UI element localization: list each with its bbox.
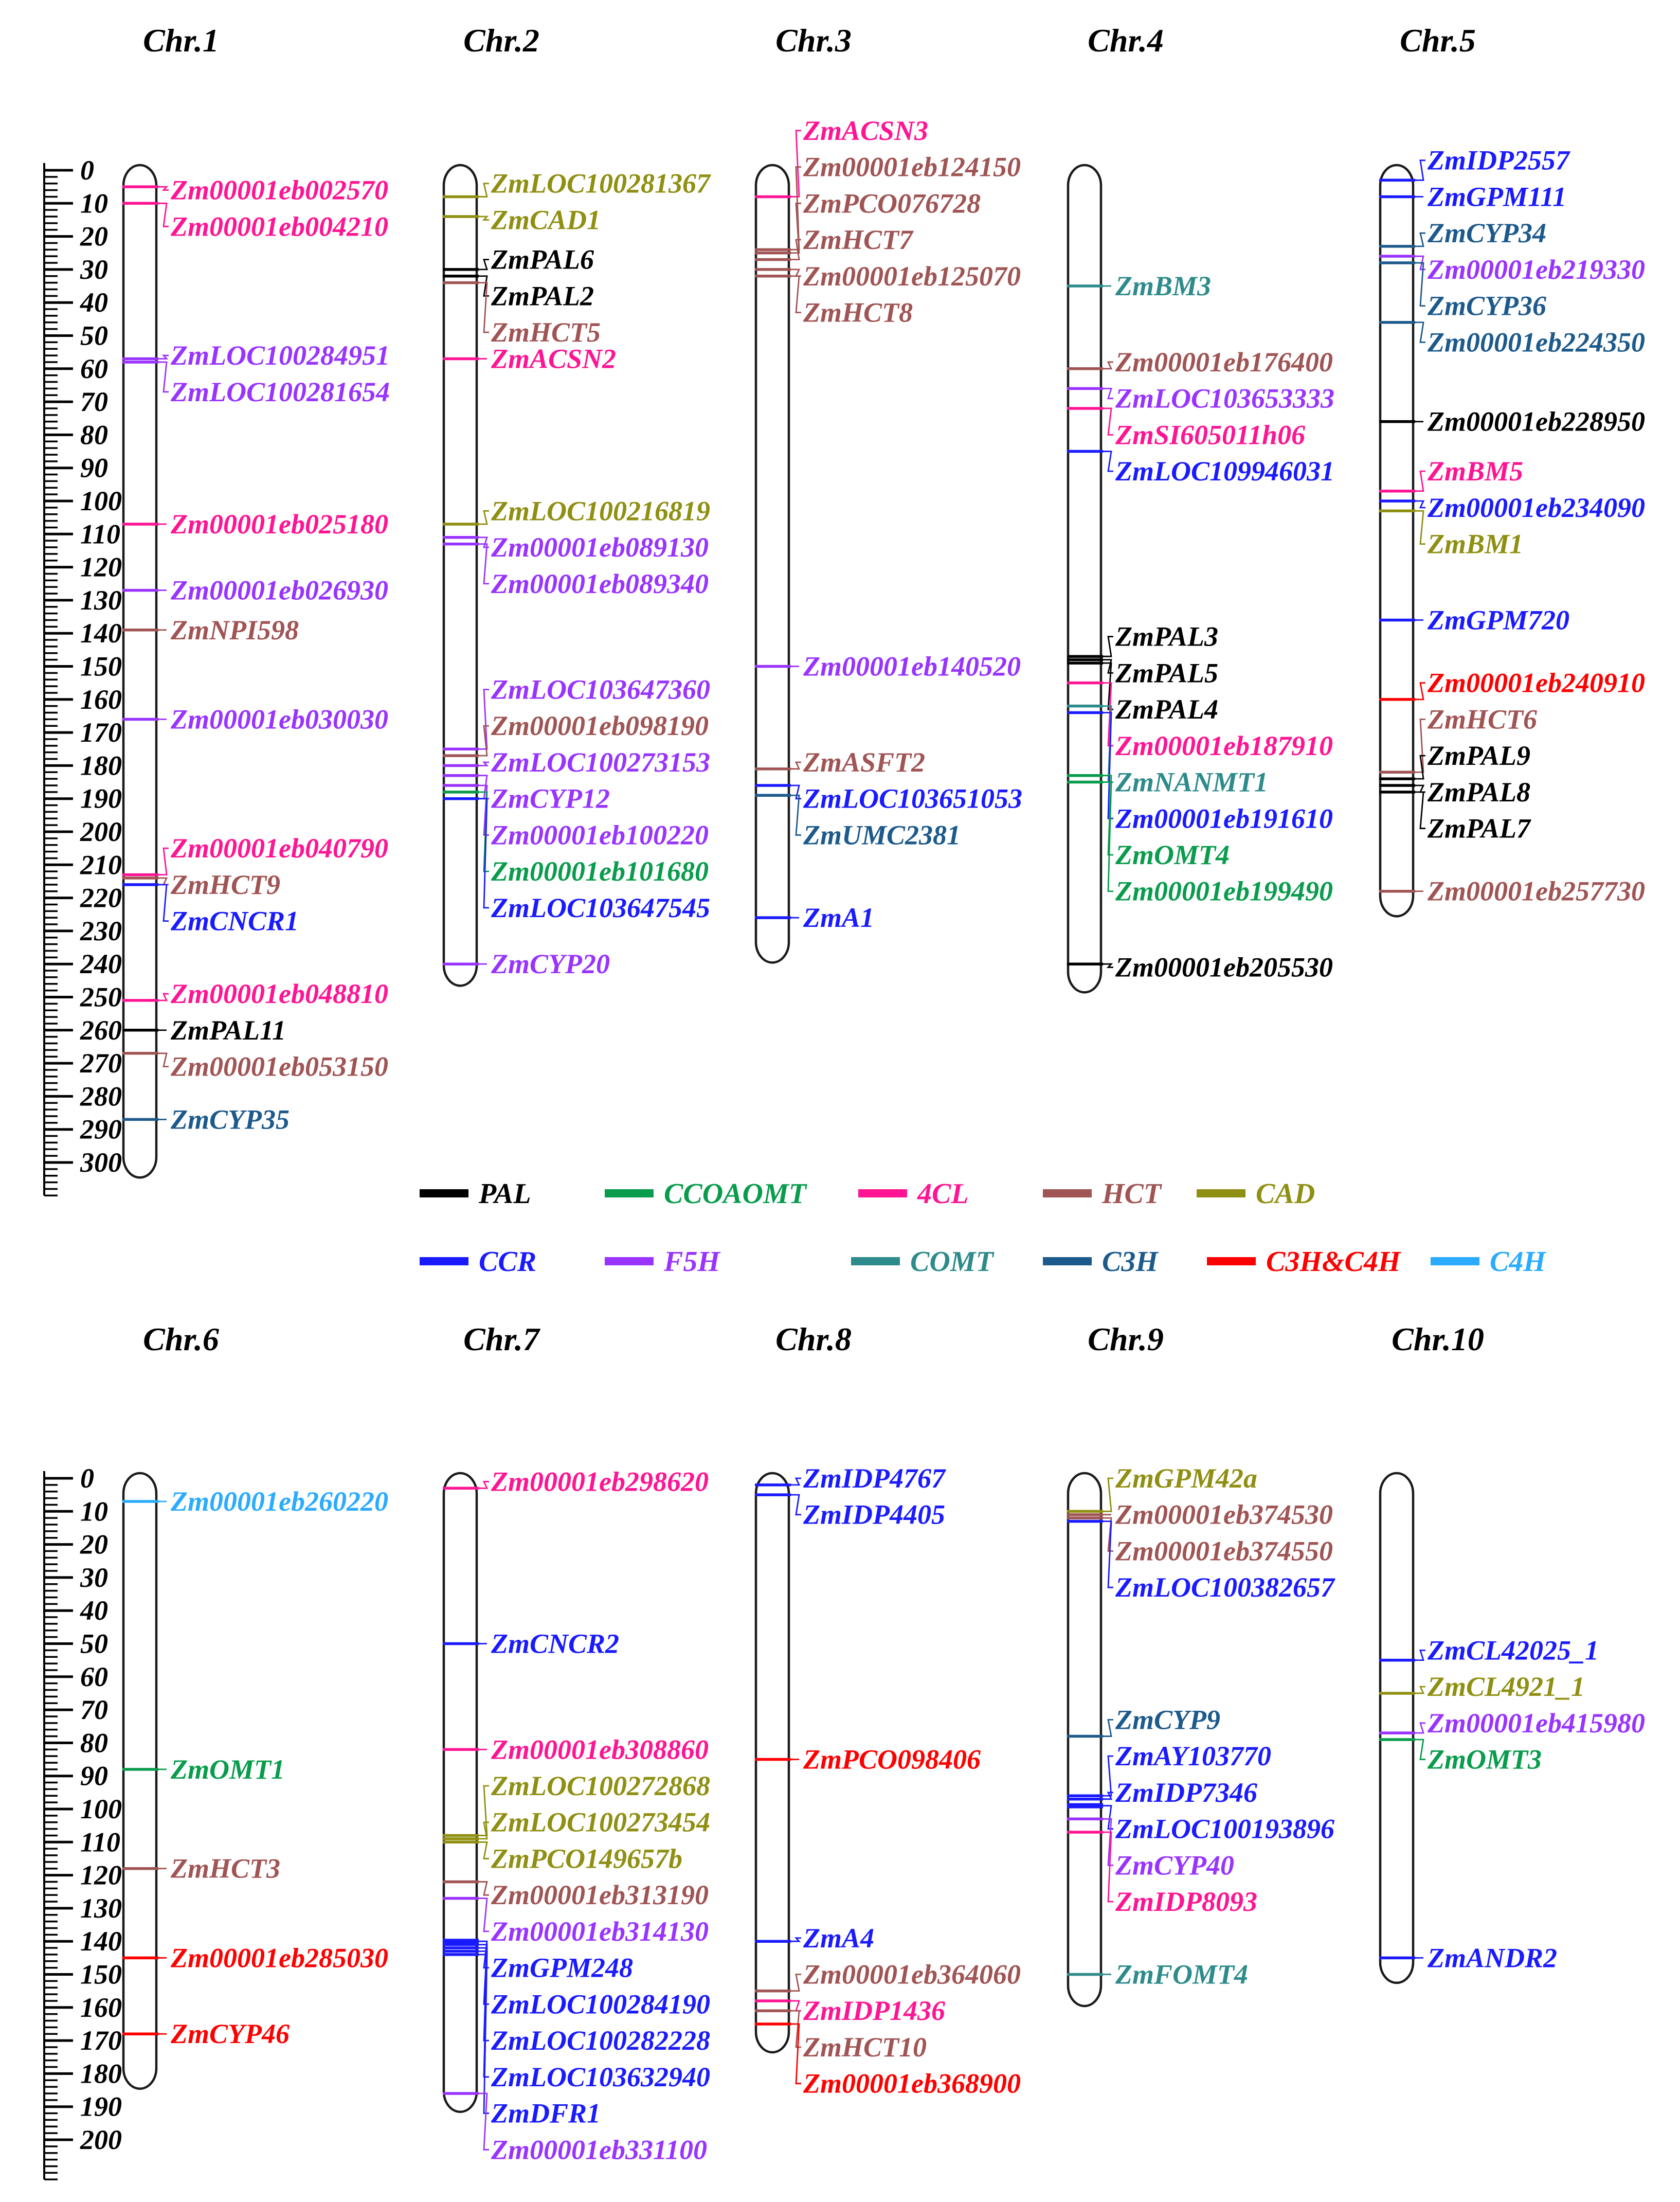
gene-label-ZmLOC100272868: ZmLOC100272868 (491, 1770, 710, 1801)
gene-label-Zm00001eb285030: Zm00001eb285030 (171, 1942, 388, 1974)
gene-connector (791, 131, 801, 197)
gene-connector (1415, 511, 1425, 544)
gene-label-Zm00001eb331100: Zm00001eb331100 (491, 2134, 707, 2165)
gene-label-ZmCL4921_1: ZmCL4921_1 (1428, 1671, 1585, 1703)
gene-connector (791, 270, 801, 276)
gene-label-ZmLOC109946031: ZmLOC109946031 (1115, 456, 1334, 487)
gene-connector (1415, 719, 1425, 772)
gene-connector (1415, 792, 1425, 829)
gene-connector (479, 283, 489, 332)
ruler-tick-label: 50 (80, 1628, 108, 1659)
chromosome-title: Chr.2 (463, 22, 539, 59)
gene-label-Zm00001eb048810: Zm00001eb048810 (171, 978, 388, 1010)
gene-label-Zm00001eb374550: Zm00001eb374550 (1115, 1535, 1333, 1567)
gene-label-ZmCYP12: ZmCYP12 (491, 783, 610, 814)
chromosome-bar (1380, 1473, 1413, 1983)
gene-label-Zm00001eb026930: Zm00001eb026930 (171, 575, 388, 606)
ruler-tick-label: 60 (80, 1661, 108, 1692)
ruler-tick-label: 280 (80, 1081, 122, 1112)
ruler-tick-label: 90 (80, 452, 108, 484)
gene-connector (791, 2024, 801, 2084)
legend-swatch-c4h (1431, 1257, 1479, 1265)
ruler-tick-label: 120 (80, 551, 122, 583)
gene-label-Zm00001eb314130: Zm00001eb314130 (491, 1915, 709, 1947)
gene-label-ZmAY103770: ZmAY103770 (1115, 1741, 1272, 1772)
gene-label-Zm00001eb004210: Zm00001eb004210 (171, 211, 388, 242)
gene-label-ZmACSN3: ZmACSN3 (803, 115, 929, 146)
legend-swatch-ccoaomt (605, 1189, 654, 1197)
legend-label-hct: HCT (1102, 1178, 1162, 1210)
gene-connector (479, 1842, 489, 1858)
gene-label-ZmNANMT1: ZmNANMT1 (1115, 766, 1268, 798)
gene-label-ZmLOC103651053: ZmLOC103651053 (803, 783, 1022, 814)
ruler-tick-label: 20 (80, 1529, 108, 1560)
gene-label-ZmPAL11: ZmPAL11 (171, 1014, 286, 1046)
gene-label-Zm00001eb374530: Zm00001eb374530 (1115, 1499, 1333, 1530)
chromosome-bar (123, 165, 156, 1177)
gene-label-Zm00001eb205530: Zm00001eb205530 (1115, 952, 1333, 983)
gene-label-ZmPAL5: ZmPAL5 (1115, 657, 1218, 689)
legend-swatch-c3h-c4h (1207, 1257, 1256, 1265)
ruler-tick-label: 0 (80, 1463, 94, 1494)
gene-label-ZmGPM111: ZmGPM111 (1428, 181, 1567, 212)
gene-label-ZmCYP20: ZmCYP20 (491, 948, 610, 980)
gene-connector (158, 885, 169, 921)
legend-swatch-cad (1197, 1189, 1245, 1197)
chromosome-title: Chr.7 (463, 1321, 539, 1357)
ruler-tick-label: 120 (80, 1859, 122, 1891)
ruler-row-1 (44, 155, 122, 1195)
gene-connector (1415, 1723, 1425, 1733)
ruler-tick-label: 10 (80, 188, 108, 219)
ruler-tick-label: 140 (80, 618, 122, 649)
gene-connector (791, 1495, 801, 1515)
ruler-tick-label: 20 (80, 221, 108, 252)
gene-label-Zm00001eb308860: Zm00001eb308860 (491, 1734, 709, 1765)
gene-connector (1103, 660, 1113, 673)
ruler-tick-label: 150 (80, 1959, 122, 1990)
chromosome-bar (1068, 1473, 1101, 2006)
ruler-tick-label: 180 (80, 750, 122, 781)
gene-label-Zm00001eb002570: Zm00001eb002570 (171, 174, 388, 206)
gene-label-ZmLOC100281654: ZmLOC100281654 (171, 376, 390, 407)
ruler-tick-label: 200 (80, 816, 122, 847)
chromosome-bar (756, 165, 789, 962)
gene-label-Zm00001eb140520: Zm00001eb140520 (803, 651, 1021, 682)
gene-label-ZmCL42025_1: ZmCL42025_1 (1428, 1635, 1599, 1666)
gene-label-Zm00001eb053150: Zm00001eb053150 (171, 1051, 388, 1082)
chromosome-chr-2 (443, 22, 711, 986)
gene-connector (1415, 683, 1425, 700)
gene-connector (158, 362, 169, 392)
gene-connector (479, 544, 489, 584)
gene-label-ZmCYP46: ZmCYP46 (171, 2018, 290, 2050)
gene-label-ZmPAL6: ZmPAL6 (491, 244, 594, 275)
gene-connector (1103, 452, 1113, 472)
gene-label-Zm00001eb191610: Zm00001eb191610 (1115, 803, 1333, 834)
gene-label-ZmOMT3: ZmOMT3 (1428, 1744, 1542, 1775)
gene-connector (1103, 1756, 1113, 1796)
gene-connector (1415, 160, 1425, 181)
ruler-tick-label: 190 (80, 783, 122, 814)
gene-label-ZmDFR1: ZmDFR1 (491, 2098, 601, 2129)
legend-label-pal: PAL (479, 1178, 531, 1210)
gene-label-ZmPAL2: ZmPAL2 (491, 280, 594, 312)
legend-swatch-ccr (420, 1257, 468, 1265)
gene-connector (1415, 323, 1425, 343)
gene-label-ZmLOC100382657: ZmLOC100382657 (1115, 1572, 1334, 1603)
gene-label-ZmCNCR1: ZmCNCR1 (171, 905, 299, 937)
gene-connector (479, 1899, 489, 1931)
legend-swatch-c3h (1043, 1257, 1092, 1265)
gene-label-ZmPCO098406: ZmPCO098406 (803, 1744, 981, 1775)
gene-label-ZmIDP2557: ZmIDP2557 (1428, 145, 1569, 176)
ruler-tick-label: 300 (80, 1147, 122, 1178)
ruler-tick-label: 10 (80, 1496, 108, 1527)
ruler-tick-label: 190 (80, 2091, 122, 2122)
ruler-tick-label: 100 (80, 1794, 122, 1824)
gene-label-ZmIDP8093: ZmIDP8093 (1115, 1886, 1257, 1918)
gene-label-ZmHCT10: ZmHCT10 (803, 2031, 927, 2063)
gene-connector (158, 1053, 169, 1067)
ruler-tick-label: 150 (80, 651, 122, 682)
gene-label-ZmLOC100193896: ZmLOC100193896 (1115, 1813, 1334, 1845)
gene-label-ZmBM5: ZmBM5 (1428, 456, 1524, 487)
gene-label-Zm00001eb415980: Zm00001eb415980 (1428, 1707, 1645, 1739)
chromosome-title: Chr.3 (775, 22, 852, 59)
gene-label-ZmLOC100216819: ZmLOC100216819 (491, 495, 710, 527)
gene-connector (158, 187, 169, 190)
gene-label-ZmHCT9: ZmHCT9 (171, 869, 280, 900)
gene-label-Zm00001eb199490: Zm00001eb199490 (1115, 875, 1333, 907)
chromosome-title: Chr.6 (143, 1321, 219, 1357)
ruler-tick-label: 160 (80, 684, 122, 715)
gene-label-Zm00001eb240910: Zm00001eb240910 (1428, 667, 1645, 699)
gene-label-ZmPCO149657b: ZmPCO149657b (491, 1843, 682, 1874)
gene-label-ZmLOC103647545: ZmLOC103647545 (491, 892, 710, 923)
chromosome-chr-1 (122, 22, 390, 1177)
gene-connector (791, 762, 801, 769)
gene-connector (791, 1478, 801, 1485)
legend-label-comt: COMT (910, 1246, 993, 1278)
gene-label-ZmPAL4: ZmPAL4 (1115, 694, 1218, 725)
gene-label-ZmCAD1: ZmCAD1 (491, 204, 601, 236)
legend-swatch-4cl (858, 1189, 907, 1197)
gene-connector (479, 260, 489, 270)
gene-label-Zm00001eb089340: Zm00001eb089340 (491, 568, 709, 599)
chromosome-bar (444, 165, 477, 986)
ruler-tick-label: 40 (80, 1595, 108, 1626)
ruler-tick-label: 170 (80, 2025, 122, 2056)
gene-connector (791, 1975, 801, 1991)
ruler-tick-label: 30 (80, 254, 108, 285)
ruler-tick-label: 220 (80, 882, 122, 914)
gene-connector (791, 2011, 801, 2047)
ruler-tick-label: 70 (80, 386, 108, 418)
gene-connector (158, 994, 169, 1000)
gene-label-Zm00001eb089130: Zm00001eb089130 (491, 532, 709, 563)
gene-label-ZmLOC100282228: ZmLOC100282228 (491, 2025, 710, 2056)
chromosome-chr-10 (1379, 1321, 1645, 1983)
gene-connector (1415, 785, 1425, 792)
legend-label-c3h: C3H (1102, 1246, 1158, 1278)
gene-connector (1103, 408, 1113, 435)
gene-label-ZmCYP36: ZmCYP36 (1428, 290, 1546, 321)
gene-connector (158, 203, 169, 226)
legend-swatch-comt (851, 1257, 900, 1265)
gene-label-Zm00001eb364060: Zm00001eb364060 (803, 1959, 1021, 1990)
gene-label-ZmOMT4: ZmOMT4 (1115, 839, 1230, 871)
chromosome-chr-7 (443, 1321, 710, 2165)
gene-label-ZmLOC100273454: ZmLOC100273454 (491, 1806, 710, 1838)
gene-label-ZmANDR2: ZmANDR2 (1428, 1942, 1558, 1974)
ruler-tick-label: 130 (80, 1892, 122, 1924)
gene-connector (1103, 1720, 1113, 1736)
gene-label-ZmHCT8: ZmHCT8 (803, 297, 913, 328)
gene-connector (479, 762, 489, 765)
gene-label-ZmPAL9: ZmPAL9 (1428, 740, 1530, 772)
ruler-tick-label: 130 (80, 584, 122, 616)
ruler-tick-label: 160 (80, 1992, 122, 2023)
gene-connector (1103, 1521, 1113, 1588)
gene-connector (791, 276, 801, 313)
gene-connector (1103, 637, 1113, 657)
gene-label-ZmCYP35: ZmCYP35 (171, 1104, 290, 1135)
gene-label-Zm00001eb228950: Zm00001eb228950 (1428, 406, 1645, 437)
gene-connector (1415, 471, 1425, 491)
legend-swatch-pal (420, 1189, 468, 1197)
gene-connector (479, 1822, 489, 1839)
gene-label-Zm00001eb025180: Zm00001eb025180 (171, 509, 388, 540)
gene-label-Zm00001eb298620: Zm00001eb298620 (491, 1466, 709, 1497)
gene-label-ZmASFT2: ZmASFT2 (803, 746, 926, 778)
gene-label-ZmHCT3: ZmHCT3 (171, 1853, 280, 1884)
legend-label-f5h: F5H (664, 1246, 720, 1278)
gene-label-ZmHCT6: ZmHCT6 (1428, 704, 1537, 735)
ruler-tick-label: 240 (80, 948, 122, 980)
gene-label-Zm00001eb040790: Zm00001eb040790 (171, 833, 388, 864)
gene-label-ZmPAL7: ZmPAL7 (1428, 813, 1530, 844)
gene-label-ZmCYP9: ZmCYP9 (1115, 1704, 1220, 1735)
gene-label-ZmLOC103632940: ZmLOC103632940 (491, 2061, 710, 2092)
gene-label-Zm00001eb234090: Zm00001eb234090 (1428, 492, 1645, 523)
gene-label-ZmA4: ZmA4 (803, 1922, 875, 1954)
ruler-tick-label: 40 (80, 287, 108, 318)
gene-connector (158, 848, 169, 874)
gene-label-ZmACSN2: ZmACSN2 (491, 343, 617, 374)
ruler-tick-label: 260 (80, 1014, 122, 1046)
gene-connector (1103, 1806, 1113, 1829)
chromosome-chr-3 (755, 22, 1022, 962)
gene-label-Zm00001eb313190: Zm00001eb313190 (491, 1879, 709, 1911)
legend-swatch-hct (1043, 1189, 1092, 1197)
gene-label-ZmGPM720: ZmGPM720 (1428, 604, 1569, 636)
ruler-tick-label: 180 (80, 2058, 122, 2089)
gene-connector (1103, 388, 1113, 398)
ruler-tick-label: 0 (80, 155, 94, 186)
gene-label-Zm00001eb100220: Zm00001eb100220 (491, 819, 709, 851)
gene-connector (791, 2001, 801, 2011)
ruler-tick-label: 90 (80, 1760, 108, 1792)
gene-label-ZmA1: ZmA1 (803, 902, 875, 934)
gene-connector (479, 217, 489, 220)
gene-connector (479, 690, 489, 749)
gene-connector (158, 878, 169, 885)
gene-label-ZmPAL8: ZmPAL8 (1428, 776, 1530, 808)
gene-connector (1415, 501, 1425, 508)
gene-connector (479, 1882, 489, 1895)
chromosome-title: Chr.4 (1088, 22, 1164, 59)
gene-label-ZmCYP40: ZmCYP40 (1115, 1850, 1234, 1881)
ruler-tick-label: 60 (80, 353, 108, 384)
gene-label-ZmPAL3: ZmPAL3 (1115, 621, 1218, 652)
ruler-tick-label: 200 (80, 2124, 122, 2155)
ruler-tick-label: 230 (80, 915, 122, 946)
gene-label-ZmIDP7346: ZmIDP7346 (1115, 1777, 1257, 1808)
chromosome-title: Chr.9 (1088, 1321, 1164, 1357)
gene-label-ZmNPI598: ZmNPI598 (171, 614, 299, 646)
gene-connector (1415, 233, 1425, 246)
ruler-tick-label: 50 (80, 320, 108, 351)
gene-connector (479, 1786, 489, 1835)
ruler-tick-label: 70 (80, 1694, 108, 1726)
gene-label-ZmCYP34: ZmCYP34 (1428, 218, 1546, 249)
gene-label-ZmIDP4767: ZmIDP4767 (803, 1463, 945, 1494)
legend-label-c3h-c4h: C3H&C4H (1266, 1246, 1401, 1278)
ruler-tick-label: 170 (80, 717, 122, 748)
legend (420, 1178, 1546, 1278)
gene-label-Zm00001eb187910: Zm00001eb187910 (1115, 730, 1333, 761)
chromosome-chr-9 (1067, 1321, 1335, 2006)
chromosome-bar (1068, 165, 1101, 992)
ruler-tick-label: 210 (80, 849, 122, 881)
legend-label-ccoaomt: CCOAOMT (664, 1178, 806, 1210)
chromosome-title: Chr.1 (143, 22, 219, 59)
legend-label-4cl: 4CL (917, 1178, 969, 1210)
gene-connector (479, 1481, 489, 1488)
gene-connector (1103, 1478, 1113, 1511)
gene-label-ZmBM1: ZmBM1 (1428, 528, 1524, 560)
gene-label-ZmIDP4405: ZmIDP4405 (803, 1499, 945, 1530)
gene-label-Zm00001eb224350: Zm00001eb224350 (1428, 327, 1645, 358)
gene-label-ZmGPM248: ZmGPM248 (491, 1952, 633, 1983)
ruler-tick-label: 80 (80, 419, 108, 451)
gene-connector (1415, 1687, 1425, 1693)
chromosome-bar (444, 1473, 477, 2112)
gene-connector (1103, 964, 1113, 967)
legend-label-cad: CAD (1256, 1178, 1315, 1210)
ruler-tick-label: 110 (80, 1827, 121, 1858)
chromosome-chr-6 (122, 1321, 388, 2089)
chromosome-chr-8 (755, 1321, 1021, 2099)
ruler-tick-label: 100 (80, 486, 122, 516)
gene-connector (791, 795, 801, 835)
ruler-tick-label: 110 (80, 518, 121, 550)
gene-label-Zm00001eb219330: Zm00001eb219330 (1428, 254, 1645, 285)
gene-label-Zm00001eb257730: Zm00001eb257730 (1428, 875, 1645, 907)
gene-label-ZmPCO076728: ZmPCO076728 (803, 188, 981, 219)
gene-label-ZmLOC103647360: ZmLOC103647360 (491, 674, 710, 705)
legend-label-c4h: C4H (1490, 1246, 1546, 1278)
gene-label-ZmCNCR2: ZmCNCR2 (491, 1628, 620, 1659)
gene-label-ZmIDP1436: ZmIDP1436 (803, 1995, 945, 2027)
gene-connector (1103, 362, 1113, 369)
gene-label-ZmLOC100284190: ZmLOC100284190 (491, 1989, 710, 2020)
gene-connector (1415, 756, 1425, 779)
gene-label-Zm00001eb030030: Zm00001eb030030 (171, 704, 388, 735)
ruler-tick-label: 270 (80, 1048, 122, 1079)
gene-connector (1415, 1650, 1425, 1660)
chromosome-bar (123, 1473, 156, 2089)
gene-label-ZmGPM42a: ZmGPM42a (1115, 1463, 1257, 1494)
gene-label-ZmBM3: ZmBM3 (1115, 271, 1212, 302)
gene-label-ZmLOC103653333: ZmLOC103653333 (1115, 383, 1334, 414)
gene-connector (479, 511, 489, 524)
gene-connector (791, 1938, 801, 1941)
gene-label-Zm00001eb124150: Zm00001eb124150 (803, 151, 1021, 183)
ruler-tick-label: 140 (80, 1926, 122, 1957)
gene-label-ZmLOC100284951: ZmLOC100284951 (171, 340, 390, 371)
gene-label-ZmOMT1: ZmOMT1 (171, 1753, 285, 1785)
gene-label-Zm00001eb125070: Zm00001eb125070 (803, 260, 1021, 292)
ruler-tick-label: 250 (80, 981, 122, 1013)
gene-connector (1103, 1832, 1113, 1902)
gene-connector (479, 184, 489, 197)
chromosome-bar (756, 1473, 789, 2052)
gene-label-Zm00001eb176400: Zm00001eb176400 (1115, 346, 1333, 378)
gene-connector (1415, 1740, 1425, 1760)
gene-connector (158, 355, 169, 359)
gene-label-ZmHCT5: ZmHCT5 (491, 317, 601, 348)
legend-swatch-f5h (605, 1257, 654, 1265)
gene-label-ZmLOC100281367: ZmLOC100281367 (491, 168, 710, 199)
gene-label-ZmUMC2381: ZmUMC2381 (803, 819, 961, 851)
gene-connector (479, 726, 489, 756)
chromosome-chr-4 (1067, 22, 1334, 992)
chromosome-title: Chr.5 (1400, 22, 1476, 59)
gene-label-ZmLOC100273153: ZmLOC100273153 (491, 746, 710, 778)
chromosome-chr-5 (1379, 22, 1645, 916)
ruler-tick-label: 30 (80, 1562, 108, 1593)
chromosome-title: Chr.10 (1392, 1321, 1484, 1357)
chromosome-title: Chr.8 (775, 1321, 852, 1357)
ruler-tick-label: 80 (80, 1727, 108, 1759)
gene-label-ZmFOMT4: ZmFOMT4 (1115, 1959, 1249, 1990)
ruler-row-2 (44, 1463, 122, 2179)
gene-label-Zm00001eb098190: Zm00001eb098190 (491, 710, 709, 742)
gene-label-ZmHCT7: ZmHCT7 (803, 224, 913, 256)
gene-label-Zm00001eb101680: Zm00001eb101680 (491, 856, 709, 887)
chromosome-bar (1380, 165, 1413, 916)
gene-label-Zm00001eb260220: Zm00001eb260220 (171, 1486, 388, 1517)
legend-label-ccr: CCR (479, 1246, 537, 1278)
gene-label-ZmSI605011h06: ZmSI605011h06 (1115, 419, 1306, 451)
ruler-tick-label: 290 (80, 1114, 122, 1145)
gene-connector (479, 1951, 489, 2076)
gene-label-Zm00001eb368900: Zm00001eb368900 (803, 2068, 1021, 2099)
